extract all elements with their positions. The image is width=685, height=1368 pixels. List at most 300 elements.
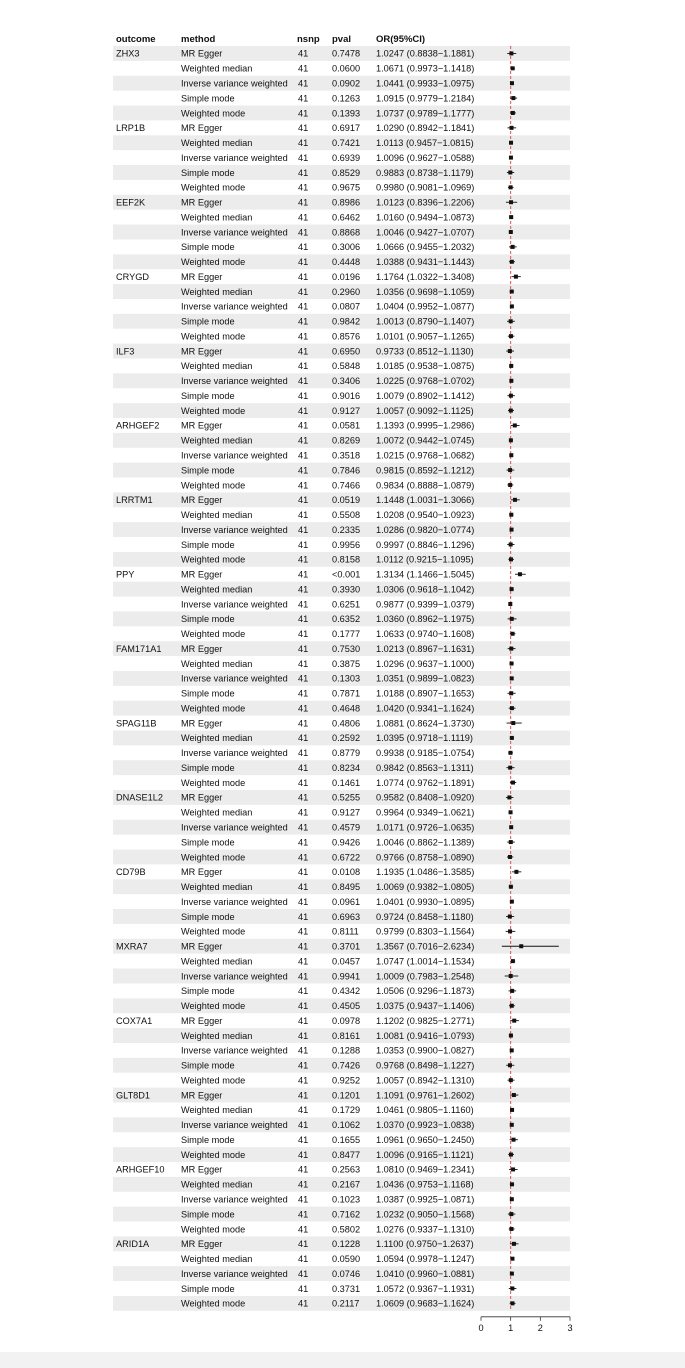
pval-value: 0.4448 xyxy=(332,257,361,268)
point-estimate xyxy=(509,840,513,844)
outcome-label: DNASE1L2 xyxy=(116,792,163,803)
x-tick-label: 0 xyxy=(478,1322,484,1333)
pval-value: 0.3875 xyxy=(332,658,361,669)
method-label: MR Egger xyxy=(181,123,223,134)
nsnp-value: 41 xyxy=(298,733,309,744)
method-label: Weighted median xyxy=(181,584,253,595)
or-ci-value: 1.0737 (0.9789−1.1777) xyxy=(376,108,475,119)
point-estimate xyxy=(509,810,513,814)
point-estimate xyxy=(509,438,513,442)
table-row xyxy=(181,1209,515,1219)
point-estimate xyxy=(509,691,513,695)
method-label: Inverse variance weighted xyxy=(181,1268,288,1279)
or-ci-value: 1.0046 (0.9427−1.0707) xyxy=(376,227,475,238)
pval-value: 0.0961 xyxy=(332,896,361,907)
table-row xyxy=(116,1016,519,1026)
method-label: Weighted mode xyxy=(181,777,246,788)
or-ci-value: 1.0096 (0.9627−1.0588) xyxy=(376,152,475,163)
point-estimate xyxy=(510,587,514,591)
point-estimate xyxy=(509,141,513,145)
nsnp-value: 41 xyxy=(298,822,309,833)
outcome-label: FAM171A1 xyxy=(116,643,162,654)
point-estimate xyxy=(511,111,515,115)
or-ci-value: 1.0594 (0.9978−1.1247) xyxy=(376,1254,475,1265)
nsnp-value: 41 xyxy=(298,257,309,268)
method-label: Weighted mode xyxy=(181,703,246,714)
point-estimate xyxy=(511,781,515,785)
method-label: Simple mode xyxy=(181,167,235,178)
or-ci-value: 1.1202 (0.9825−1.2771) xyxy=(376,1015,475,1026)
method-label: Simple mode xyxy=(181,1060,235,1071)
pval-value: 0.6917 xyxy=(332,123,361,134)
or-ci-value: 1.0671 (0.9973−1.1418) xyxy=(376,63,475,74)
table-row xyxy=(181,659,514,669)
method-label: Weighted mode xyxy=(181,182,246,193)
method-label: Inverse variance weighted xyxy=(181,227,288,238)
method-label: Weighted mode xyxy=(181,331,246,342)
pval-value: 0.8161 xyxy=(332,1030,361,1041)
table-row xyxy=(181,674,514,684)
table-row xyxy=(116,718,522,728)
nsnp-value: 41 xyxy=(298,316,309,327)
pval-value: 0.0902 xyxy=(332,78,361,89)
nsnp-value: 41 xyxy=(298,524,309,535)
method-label: Simple mode xyxy=(181,1134,235,1145)
method-label: MR Egger xyxy=(181,867,223,878)
pval-value: 0.1023 xyxy=(332,1194,361,1205)
nsnp-value: 41 xyxy=(298,643,309,654)
pval-value: 0.8495 xyxy=(332,882,361,893)
nsnp-value: 41 xyxy=(298,361,309,372)
method-label: Weighted median xyxy=(181,1179,253,1190)
pval-value: 0.8111 xyxy=(332,926,359,937)
method-label: Inverse variance weighted xyxy=(181,673,288,684)
method-label: MR Egger xyxy=(181,346,223,357)
method-label: Simple mode xyxy=(181,539,235,550)
method-label: Weighted median xyxy=(181,658,253,669)
header-pval: pval xyxy=(332,34,352,45)
or-ci-value: 1.0046 (0.8862−1.1389) xyxy=(376,837,475,848)
point-estimate xyxy=(510,304,514,308)
point-estimate xyxy=(511,66,515,70)
method-label: Simple mode xyxy=(181,911,235,922)
x-tick-label: 1 xyxy=(508,1322,514,1333)
table-row xyxy=(181,912,514,922)
x-tick-label: 2 xyxy=(537,1322,543,1333)
nsnp-value: 41 xyxy=(298,212,309,223)
outcome-label: SPAG11B xyxy=(116,718,157,729)
or-ci-value: 0.9799 (0.8303−1.1564) xyxy=(376,926,475,937)
table-row xyxy=(181,808,513,818)
table-row xyxy=(181,257,515,267)
or-ci-value: 1.0370 (0.9923−1.0838) xyxy=(376,1120,475,1131)
point-estimate xyxy=(514,275,518,279)
pval-value: 0.0807 xyxy=(332,301,361,312)
point-estimate xyxy=(509,230,513,234)
method-label: MR Egger xyxy=(181,495,223,506)
or-ci-value: 0.9733 (0.8512−1.1130) xyxy=(376,346,474,357)
table-row xyxy=(181,153,513,163)
or-ci-value: 1.0420 (0.9341−1.1624) xyxy=(376,703,475,714)
pval-value: 0.8234 xyxy=(332,762,361,773)
outcome-label: ARHGEF10 xyxy=(116,1164,165,1175)
point-estimate xyxy=(509,647,513,651)
header-or: OR(95%CI) xyxy=(376,34,426,45)
point-estimate xyxy=(510,126,514,130)
nsnp-value: 41 xyxy=(298,1030,309,1041)
or-ci-value: 1.0360 (0.8962−1.1975) xyxy=(376,614,475,625)
or-ci-value: 0.9582 (0.8408−1.0920) xyxy=(376,792,475,803)
or-ci-value: 1.0072 (0.9442−1.0745) xyxy=(376,435,475,446)
point-estimate xyxy=(509,319,513,323)
or-ci-value: 1.0387 (0.9925−1.0871) xyxy=(376,1194,475,1205)
table-row xyxy=(181,1061,514,1071)
point-estimate xyxy=(509,364,513,368)
pval-value: 0.1303 xyxy=(332,673,361,684)
pval-value: 0.1263 xyxy=(332,93,361,104)
pval-value: 0.9426 xyxy=(332,837,361,848)
nsnp-value: 41 xyxy=(298,1298,309,1309)
table-row xyxy=(181,1075,515,1085)
table-row xyxy=(181,212,513,222)
nsnp-value: 41 xyxy=(298,480,309,491)
pval-value: 0.8269 xyxy=(332,435,361,446)
nsnp-value: 41 xyxy=(298,152,309,163)
method-label: Weighted mode xyxy=(181,554,246,565)
nsnp-value: 41 xyxy=(298,78,309,89)
or-ci-value: 1.0810 (0.9469−1.2341) xyxy=(376,1164,475,1175)
method-label: Weighted mode xyxy=(181,1224,246,1235)
method-label: Simple mode xyxy=(181,986,235,997)
or-ci-value: 1.0069 (0.9382−1.0805) xyxy=(376,882,475,893)
point-estimate xyxy=(508,468,512,472)
point-estimate xyxy=(510,81,514,85)
method-label: Inverse variance weighted xyxy=(181,152,288,163)
table-row xyxy=(181,986,516,996)
table-row xyxy=(181,956,515,966)
pval-value: 0.0746 xyxy=(332,1268,361,1279)
pval-value: 0.0457 xyxy=(332,956,361,967)
point-estimate xyxy=(508,766,512,770)
pval-value: 0.1228 xyxy=(332,1239,361,1250)
pval-value: 0.1393 xyxy=(332,108,361,119)
or-ci-value: 1.0410 (0.9960−1.0881) xyxy=(376,1268,475,1279)
table-row xyxy=(181,391,515,401)
method-label: Inverse variance weighted xyxy=(181,822,288,833)
pval-value: 0.4806 xyxy=(332,718,361,729)
table-row xyxy=(116,123,516,133)
nsnp-value: 41 xyxy=(298,673,309,684)
header-outcome: outcome xyxy=(116,34,156,45)
pval-value: 0.7871 xyxy=(332,688,361,699)
point-estimate xyxy=(510,706,514,710)
method-label: MR Egger xyxy=(181,941,223,952)
method-label: Inverse variance weighted xyxy=(181,524,288,535)
point-estimate xyxy=(510,617,514,621)
outcome-label: PPY xyxy=(116,569,135,580)
nsnp-value: 41 xyxy=(298,1149,309,1160)
point-estimate xyxy=(513,423,517,427)
point-estimate xyxy=(508,914,512,918)
pval-value: 0.4342 xyxy=(332,986,361,997)
point-estimate xyxy=(509,215,513,219)
method-label: MR Egger xyxy=(181,1164,223,1175)
method-label: Weighted median xyxy=(181,212,253,223)
or-ci-value: 1.0666 (0.9455−1.2032) xyxy=(376,242,475,253)
nsnp-value: 41 xyxy=(298,762,309,773)
method-label: Weighted mode xyxy=(181,629,246,640)
point-estimate xyxy=(518,572,522,576)
pval-value: 0.9941 xyxy=(332,971,361,982)
or-ci-value: 1.0915 (0.9779−1.2184) xyxy=(376,93,475,104)
pval-value: 0.6352 xyxy=(332,614,361,625)
nsnp-value: 41 xyxy=(298,108,309,119)
outcome-label: ILF3 xyxy=(116,346,135,357)
nsnp-value: 41 xyxy=(298,1001,309,1012)
point-estimate xyxy=(509,409,513,413)
nsnp-value: 41 xyxy=(298,956,309,967)
method-label: Weighted mode xyxy=(181,405,246,416)
nsnp-value: 41 xyxy=(298,167,309,178)
method-label: Weighted mode xyxy=(181,480,246,491)
or-ci-value: 1.3567 (0.7016−2.6234) xyxy=(376,941,475,952)
method-label: Inverse variance weighted xyxy=(181,971,288,982)
method-label: MR Egger xyxy=(181,420,223,431)
or-ci-value: 1.0395 (0.9718−1.1119) xyxy=(376,733,473,744)
table-row xyxy=(181,1269,514,1279)
table-row xyxy=(181,1150,514,1160)
or-ci-value: 1.0096 (0.9165−1.1121) xyxy=(376,1149,474,1160)
table-row xyxy=(116,1165,518,1175)
or-ci-value: 1.0747 (1.0014−1.1534) xyxy=(376,956,475,967)
method-label: Inverse variance weighted xyxy=(181,376,288,387)
pval-value: 0.4579 xyxy=(332,822,361,833)
pval-value: 0.2960 xyxy=(332,286,361,297)
method-label: MR Egger xyxy=(181,1090,223,1101)
nsnp-value: 41 xyxy=(298,390,309,401)
table-row xyxy=(181,599,512,609)
or-ci-value: 1.0247 (0.8838−1.1881) xyxy=(376,48,475,59)
point-estimate xyxy=(509,51,513,55)
point-estimate xyxy=(509,513,513,517)
pval-value: 0.1461 xyxy=(332,777,361,788)
pval-value: 0.5255 xyxy=(332,792,361,803)
or-ci-value: 1.0057 (0.9092−1.1125) xyxy=(376,405,474,416)
method-label: Weighted median xyxy=(181,1030,253,1041)
table-row xyxy=(181,1299,515,1309)
table-row xyxy=(181,971,518,981)
method-label: MR Egger xyxy=(181,569,223,580)
method-label: Simple mode xyxy=(181,93,235,104)
point-estimate xyxy=(510,676,514,680)
nsnp-value: 41 xyxy=(298,1075,309,1086)
pval-value: 0.2117 xyxy=(332,1298,360,1309)
or-ci-value: 0.9815 (0.8592−1.1212) xyxy=(376,465,475,476)
or-ci-value: 1.0881 (0.8624−1.3730) xyxy=(376,718,475,729)
or-ci-value: 1.0774 (0.9762−1.1891) xyxy=(376,777,475,788)
pval-value: 0.8158 xyxy=(332,554,361,565)
table-row xyxy=(181,108,516,118)
or-ci-value: 1.0401 (0.9930−1.0895) xyxy=(376,896,475,907)
table-row xyxy=(181,451,513,461)
nsnp-value: 41 xyxy=(298,1045,309,1056)
nsnp-value: 41 xyxy=(298,1194,309,1205)
method-label: Weighted median xyxy=(181,1254,253,1265)
or-ci-value: 1.1100 (0.9750−1.2637) xyxy=(376,1239,474,1250)
or-ci-value: 0.9938 (0.9185−1.0754) xyxy=(376,748,475,759)
nsnp-value: 41 xyxy=(298,867,309,878)
nsnp-value: 41 xyxy=(298,1254,309,1265)
point-estimate xyxy=(511,245,515,249)
method-label: Inverse variance weighted xyxy=(181,1045,288,1056)
table-row xyxy=(181,242,517,252)
method-label: Inverse variance weighted xyxy=(181,748,288,759)
or-ci-value: 1.1764 (1.0322−1.3408) xyxy=(376,271,475,282)
point-estimate xyxy=(510,736,514,740)
method-label: Simple mode xyxy=(181,762,235,773)
outcome-label: GLT8D1 xyxy=(116,1090,151,1101)
or-ci-value: 1.0306 (0.9618−1.1042) xyxy=(376,584,475,595)
method-label: Weighted median xyxy=(181,510,253,521)
table-row xyxy=(181,540,515,550)
pval-value: 0.1729 xyxy=(332,1105,361,1116)
table-row xyxy=(181,614,517,624)
nsnp-value: 41 xyxy=(298,271,309,282)
pval-value: 0.7846 xyxy=(332,465,361,476)
outcome-label: LRRTM1 xyxy=(116,495,153,506)
point-estimate xyxy=(509,453,513,457)
point-estimate xyxy=(519,944,523,948)
pval-value: 0.6251 xyxy=(332,599,361,610)
nsnp-value: 41 xyxy=(298,465,309,476)
pval-value: 0.1777 xyxy=(332,629,361,640)
method-label: MR Egger xyxy=(181,792,223,803)
point-estimate xyxy=(509,394,513,398)
or-ci-value: 0.9766 (0.8758−1.0890) xyxy=(376,852,475,863)
method-label: Weighted median xyxy=(181,807,253,818)
table-row xyxy=(116,272,521,282)
pval-value: 0.9956 xyxy=(332,539,361,550)
method-label: Weighted mode xyxy=(181,1001,246,1012)
point-estimate xyxy=(510,662,514,666)
pval-value: 0.4648 xyxy=(332,703,361,714)
method-label: Simple mode xyxy=(181,465,235,476)
table-row xyxy=(181,1180,514,1190)
nsnp-value: 41 xyxy=(298,1134,309,1145)
or-ci-value: 1.0296 (0.9637−1.1000) xyxy=(376,658,475,669)
method-label: Inverse variance weighted xyxy=(181,1120,288,1131)
nsnp-value: 41 xyxy=(298,138,309,149)
nsnp-value: 41 xyxy=(298,1209,309,1220)
nsnp-value: 41 xyxy=(298,1179,309,1190)
pval-value: 0.2592 xyxy=(332,733,361,744)
or-ci-value: 1.0215 (0.9768−1.0682) xyxy=(376,450,475,461)
method-label: MR Egger xyxy=(181,643,223,654)
table-row xyxy=(181,1046,514,1056)
table-row xyxy=(181,927,515,937)
method-label: MR Egger xyxy=(181,718,223,729)
nsnp-value: 41 xyxy=(298,777,309,788)
x-axis xyxy=(478,1317,572,1333)
table-row xyxy=(181,555,514,565)
method-label: Simple mode xyxy=(181,688,235,699)
point-estimate xyxy=(512,1242,516,1246)
pval-value: 0.0581 xyxy=(332,420,361,431)
or-ci-value: 1.0081 (0.9416−1.0793) xyxy=(376,1030,475,1041)
pval-value: 0.8868 xyxy=(332,227,361,238)
or-ci-value: 0.9883 (0.8738−1.1179) xyxy=(376,167,474,178)
pval-value: 0.6950 xyxy=(332,346,361,357)
table-header xyxy=(116,34,425,45)
point-estimate xyxy=(508,483,512,487)
table-row xyxy=(181,317,515,327)
or-ci-value: 1.0160 (0.9494−1.0873) xyxy=(376,212,475,223)
outcome-label: CRYGD xyxy=(116,271,150,282)
nsnp-value: 41 xyxy=(298,554,309,565)
point-estimate xyxy=(508,602,512,606)
nsnp-value: 41 xyxy=(298,629,309,640)
table-row xyxy=(181,64,515,74)
table-row xyxy=(181,882,513,892)
pval-value: 0.0590 xyxy=(332,1254,361,1265)
header-method: method xyxy=(181,34,216,45)
or-ci-value: 1.3134 (1.1466−1.5045) xyxy=(376,569,475,580)
pval-value: 0.6939 xyxy=(332,152,361,163)
table-row xyxy=(181,1031,513,1041)
nsnp-value: 41 xyxy=(298,748,309,759)
or-ci-value: 1.0185 (0.9538−1.0875) xyxy=(376,361,475,372)
pval-value: 0.9842 xyxy=(332,316,361,327)
pval-value: 0.5508 xyxy=(332,510,361,521)
method-label: Weighted median xyxy=(181,733,253,744)
table-row xyxy=(181,1135,518,1145)
nsnp-value: 41 xyxy=(298,405,309,416)
or-ci-value: 1.0171 (0.9726−1.0635) xyxy=(376,822,475,833)
nsnp-value: 41 xyxy=(298,1268,309,1279)
method-label: Weighted median xyxy=(181,63,253,74)
or-ci-value: 1.0404 (0.9952−1.0877) xyxy=(376,301,475,312)
nsnp-value: 41 xyxy=(298,182,309,193)
pval-value: 0.6963 xyxy=(332,911,361,922)
nsnp-value: 41 xyxy=(298,331,309,342)
table-row xyxy=(181,480,513,490)
point-estimate xyxy=(510,1123,514,1127)
or-ci-value: 1.0351 (0.9899−1.0823) xyxy=(376,673,475,684)
or-ci-value: 1.0232 (0.9050−1.1568) xyxy=(376,1209,475,1220)
table-row xyxy=(181,138,513,148)
method-label: Weighted mode xyxy=(181,1149,246,1160)
method-label: MR Egger xyxy=(181,271,223,282)
nsnp-value: 41 xyxy=(298,301,309,312)
or-ci-value: 1.0101 (0.9057−1.1265) xyxy=(376,331,475,342)
or-ci-value: 1.0441 (0.9933−1.0975) xyxy=(376,78,475,89)
nsnp-value: 41 xyxy=(298,1105,309,1116)
nsnp-value: 41 xyxy=(298,718,309,729)
pval-value: 0.0600 xyxy=(332,63,361,74)
nsnp-value: 41 xyxy=(298,539,309,550)
or-ci-value: 1.1393 (0.9995−1.2986) xyxy=(376,420,475,431)
outcome-label: MXRA7 xyxy=(116,941,148,952)
pval-value: 0.5802 xyxy=(332,1224,361,1235)
method-label: MR Egger xyxy=(181,1239,223,1250)
method-label: Simple mode xyxy=(181,837,235,848)
or-ci-value: 0.9834 (0.8888−1.0879) xyxy=(376,480,475,491)
pval-value: 0.3930 xyxy=(332,584,361,595)
outcome-label: LRP1B xyxy=(116,123,146,134)
pval-value: 0.9252 xyxy=(332,1075,361,1086)
or-ci-value: 1.0286 (0.9820−1.0774) xyxy=(376,524,475,535)
nsnp-value: 41 xyxy=(298,1164,309,1175)
